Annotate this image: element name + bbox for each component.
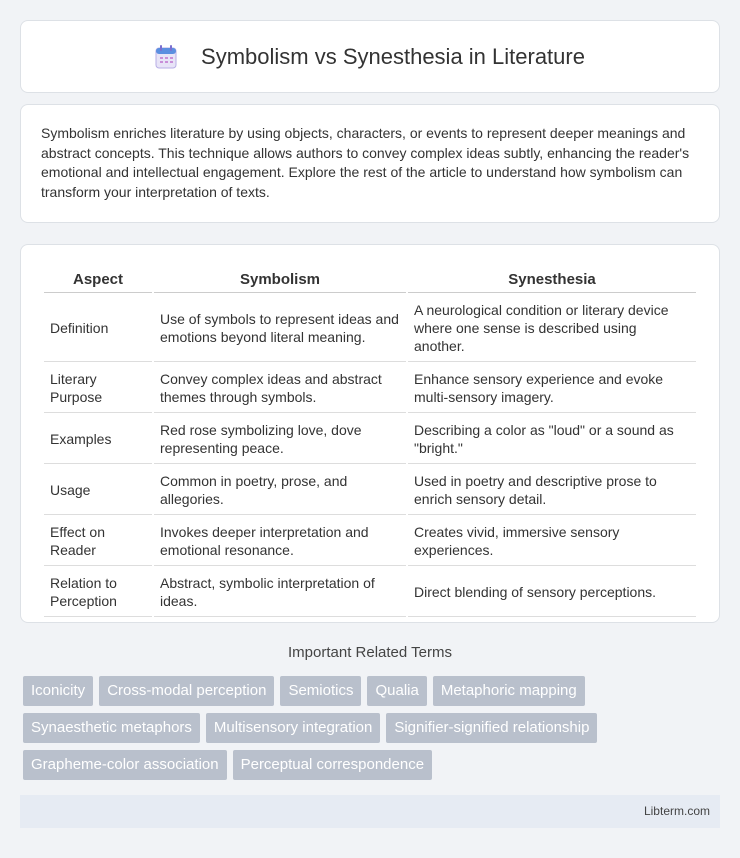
related-term-tag[interactable]: Metaphoric mapping xyxy=(433,676,585,706)
page-title: Symbolism vs Synesthesia in Literature xyxy=(201,43,585,69)
cell-symbolism: Invokes deeper interpretation and emotional resonance. xyxy=(154,517,406,566)
related-term-tag[interactable]: Iconicity xyxy=(23,676,93,706)
table-row xyxy=(44,364,696,413)
intro-card xyxy=(20,104,720,223)
cell-synesthesia: Direct blending of sensory perceptions. xyxy=(408,568,696,617)
header-aspect: Aspect xyxy=(44,267,152,293)
calendar-icon xyxy=(155,45,177,69)
related-terms-list xyxy=(23,676,723,787)
cell-symbolism: Common in poetry, prose, and allegories. xyxy=(154,466,406,515)
cell-aspect: Definition xyxy=(44,295,152,362)
related-term-tag[interactable]: Signifier-signified relationship xyxy=(386,713,597,743)
title-card xyxy=(20,20,720,93)
cell-symbolism: Red rose symbolizing love, dove representing peace. xyxy=(154,415,406,464)
cell-symbolism: Abstract, symbolic interpretation of ideas. xyxy=(154,568,406,617)
cell-aspect: Effect on Reader xyxy=(44,517,152,566)
cell-symbolism: Convey complex ideas and abstract themes through symbols. xyxy=(154,364,406,413)
related-term-tag[interactable]: Cross-modal perception xyxy=(99,676,274,706)
cell-synesthesia: Used in poetry and descriptive prose to enrich sensory detail. xyxy=(408,466,696,515)
cell-synesthesia: Describing a color as "loud" or a sound as "bright." xyxy=(408,415,696,464)
related-terms-title: Important Related Terms xyxy=(288,644,452,661)
table-row xyxy=(44,415,696,464)
table-row xyxy=(44,568,696,617)
cell-aspect: Examples xyxy=(44,415,152,464)
comparison-card xyxy=(20,244,720,623)
related-term-tag[interactable]: Multisensory integration xyxy=(206,713,380,743)
related-term-tag[interactable]: Grapheme-color association xyxy=(23,750,227,780)
intro-text: Symbolism enriches literature by using objects, characters, or events to represent deeper meanings and abstract concepts. This technique allows authors to convey complex ideas subtly, enhancing the reader's emotional and intellectual engagement. Explore the rest of the article to understand how symbolism can transform your interpretation of texts. xyxy=(41,125,690,200)
cell-aspect: Usage xyxy=(44,466,152,515)
cell-synesthesia: A neurological condition or literary device where one sense is described using another. xyxy=(408,295,696,362)
related-term-tag[interactable]: Synaesthetic metaphors xyxy=(23,713,200,743)
related-term-tag[interactable]: Perceptual correspondence xyxy=(233,750,432,780)
table-row xyxy=(44,295,696,362)
comparison-table xyxy=(42,265,698,619)
footer-brand: Libterm.com xyxy=(643,804,710,818)
header-synesthesia: Synesthesia xyxy=(408,267,696,293)
cell-synesthesia: Creates vivid, immersive sensory experiences. xyxy=(408,517,696,566)
cell-symbolism: Use of symbols to represent ideas and emotions beyond literal meaning. xyxy=(154,295,406,362)
cell-aspect: Relation to Perception xyxy=(44,568,152,617)
table-row xyxy=(44,517,696,566)
cell-synesthesia: Enhance sensory experience and evoke multi-sensory imagery. xyxy=(408,364,696,413)
related-term-tag[interactable]: Semiotics xyxy=(280,676,361,706)
table-row xyxy=(44,466,696,515)
cell-aspect: Literary Purpose xyxy=(44,364,152,413)
header-symbolism: Symbolism xyxy=(154,267,406,293)
table-header-row xyxy=(44,267,696,293)
related-term-tag[interactable]: Qualia xyxy=(367,676,426,706)
footer xyxy=(20,795,720,828)
